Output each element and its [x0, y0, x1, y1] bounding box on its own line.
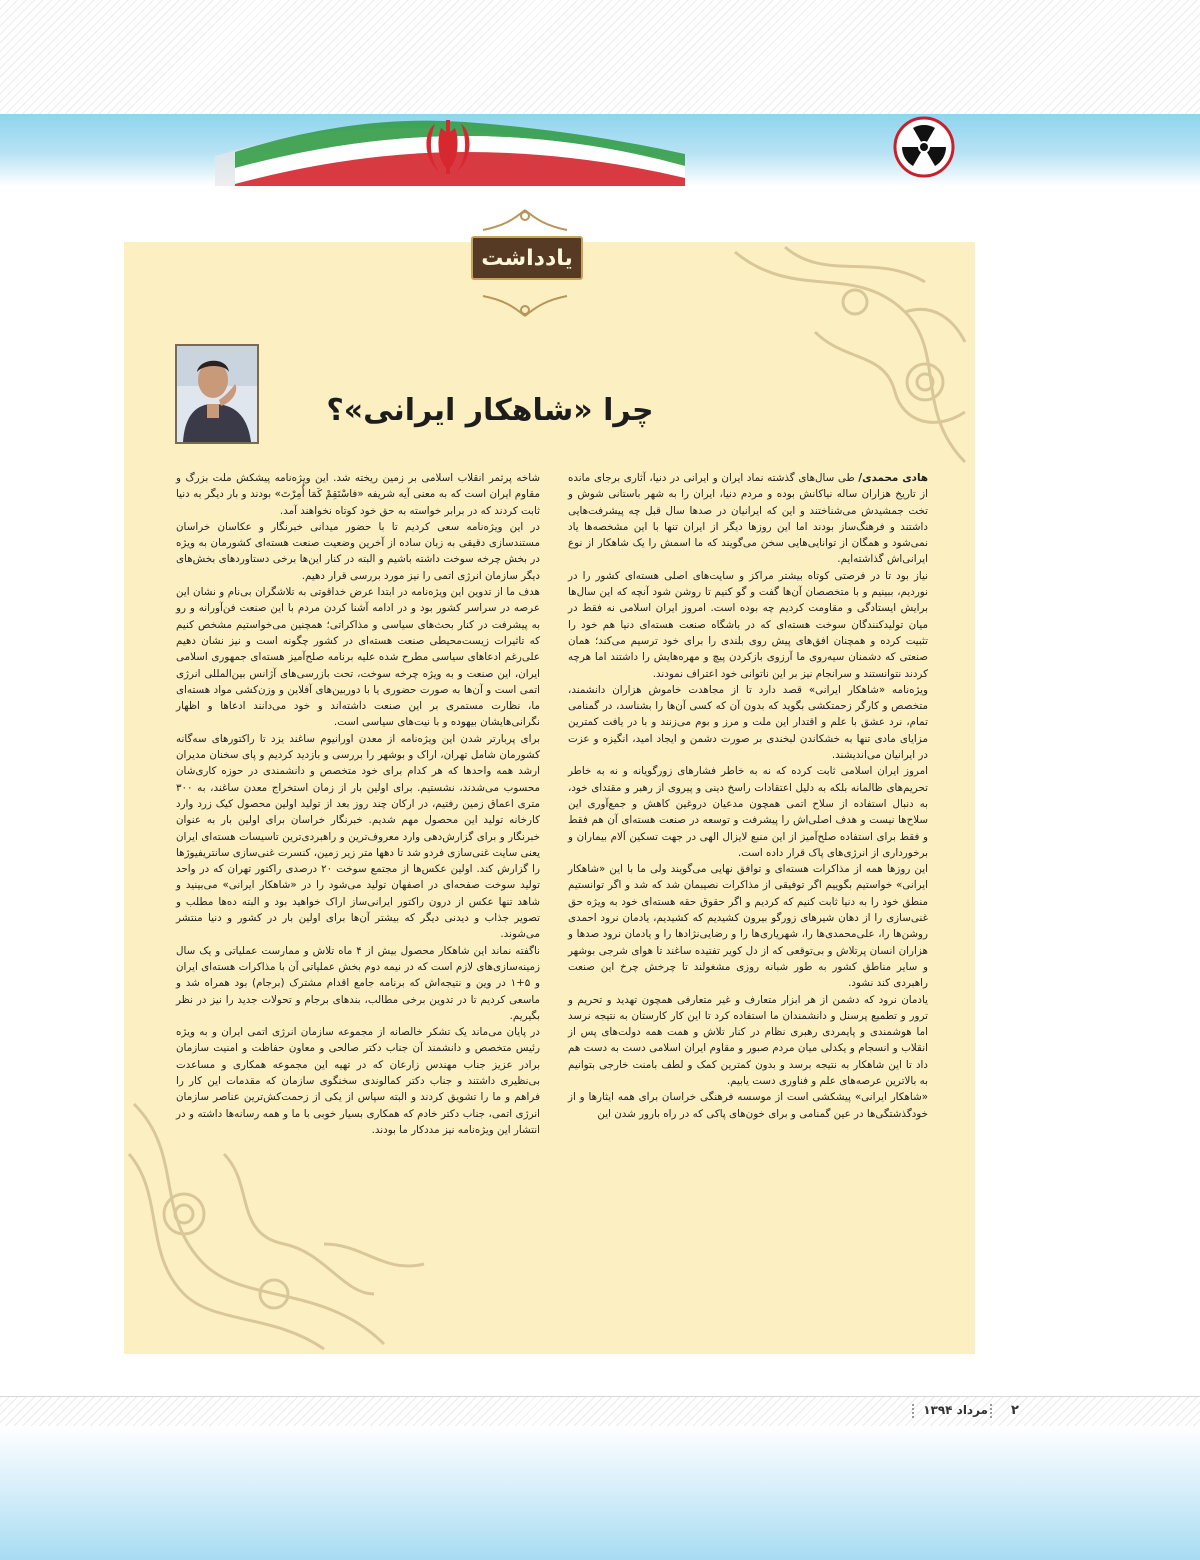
paragraph: امروز ایران اسلامی ثابت کرده که نه به خاطر فشارهای زورگویانه و نه به خاطر تحریم‌های ظالمانه بلکه به دلیل اعتقادات راسخ دینی و پیروی از رهبر و مقتدای خود، به دنبال استفاده از سلاح اتمی همچون مدعیان دروغین کاهش و جمع‌آوری این سلاح‌ها نیست و هدف اصلی‌اش را پیشرفت و توسعه در صنعت هسته‌ای آن هم فقط و فقط برای استفاده صلح‌آمیز از این منبع لایزال الهی در جهت تسکین آلام بیماران و برخورداری از انرژی‌های پاک قرار داده است.: [568, 765, 928, 859]
paragraph: هادی محمدی/ طی سال‌های گذشته نماد ایران و ایرانی در دنیا، آثاری برجای مانده از تاریخ هزاران ساله نیاکانش بوده و مردم دنیا، ایران را به شهر باستانی شوش و تخت جمشیدش می‌شناختند و این که ایرانیان در صدها سال قبل چه پیشرفت‌هایی داشتند و فرهنگ‌ساز بودند اما این روزها دیگر از ایران تنها با این مشخصه‌ها یاد نمی‌شود و همگان از توانایی‌هایی سخن می‌گویند که ما اسمش را یک شاهکار از نوع ایرانی‌اش گذاشته‌ایم.: [568, 472, 928, 566]
paragraph: این روزها همه از مذاکرات هسته‌ای و توافق نهایی می‌گویند ولی ما با این «شاهکار ایرانی» خواستیم بگوییم اگر توفیقی از مذاکرات نصیبمان شد که شد و اگر توانستیم منطق خود را به دنیا ثابت کنیم که کردیم و اگر حقوق حقه هسته‌ای خود به ویژه حق غنی‌سازی را از دهان شیرهای زورگو بیرون کشیدیم که کشیدیم، یادمان نرود احمدی روشن‌ها را، علی‌محمدی‌ها را، شهریاری‌ها را و رضایی‌نژادها را و یادمان نرود صدها و هزاران انسان پرتلاش و بی‌توقعی که از دل کویر تفتیده ساغند تا هوای شرجی بوشهر و سایر مناطق کشور به طور شبانه روزی مشغولند تا چرخش چرخ این صنعت راهبردی کند نشود.: [568, 863, 928, 990]
paragraph: در پایان می‌ماند یک تشکر خالصانه از مجموعه سازمان انرژی اتمی ایران و به ویژه رئیس متخصص و دانشمند آن جناب دکتر صالحی و معاون حفاظت و امنیت سازمان برادر عزیز جناب مهندس زارعان که در تهیه این مجموعه همکاری و مساعدت بی‌نظیری داشتند و جناب دکتر کمالوندی سخنگوی سازمان که مقدمات این کار را فراهم و ما را تشویق کردند و البته سپاس از یکی از زحمت‌کش‌ترین عناصر سازمان انرژی اتمی، جناب دکتر خادم که همکاری بسیار خوبی با ما و همه رسانه‌ها داشته و در انتشار این ویژه‌نامه نیز مددکار ما بودند.: [176, 1026, 540, 1136]
article-column-left: [176, 470, 540, 1138]
section-label: یادداشت: [471, 236, 583, 280]
top-pattern-band: [0, 0, 1200, 114]
page-number: ۲: [1011, 1403, 1019, 1418]
footer-divider: [912, 1404, 918, 1418]
paragraph: یادمان نرود که دشمن از هر ابزار متعارف و غیر متعارفی همچون تهدید و تحریم و ترور و تطمیع پرسنل و دانشمندان ما استفاده کرد تا این کار کارستان به نتیجه نرسد اما هوشمندی و پایمردی رهبری نظام در کنار تلاش و همت همه دولت‌های پس از انقلاب و انسجام و یکدلی میان مردم صبور و مقاوم ایران اسلامی دست به دست هم داد تا این شاهکار به نتیجه برسد و بدون کمترین کمک و لطف بامنت خارجی بتوانیم به بالاترین عرصه‌های علم و فناوری دست یابیم.: [568, 993, 928, 1087]
paragraph: ویژه‌نامه «شاهکار ایرانی» قصد دارد تا از مجاهدت خاموش هزاران دانشمند، متخصص و کارگر زحمتکشی بگوید که بدون آن که کسی آن‌ها را بشناسد، در گمنامی تمام، نرد عشق با علم و اقتدار این ملت و مرز و بوم می‌زنند و با در یافت کمترین مزایای مادی تنها به خشکاندن لبخندی بر صورت دشمن و ایجاد امید، انگیزه و عزت در ایرانیان می‌اندیشند.: [568, 683, 928, 762]
iran-flag-emblem: [215, 114, 685, 186]
article-title: چرا «شاهکار ایرانی»؟: [326, 393, 654, 428]
radiation-icon: [893, 116, 955, 178]
paragraph: شاخه پرثمر انقلاب اسلامی بر زمین ریخته شد. این ویژه‌نامه پیشکش ملت بزرگ و مقاوم ایران است که به معنی آیه شریفه «فاسْتَقِمْ کَمَا أُمِرْتَ» بودند و بار دیگر به دنیا ثابت کردند که در برابر خواسته به حق خود کوتاه نخواهند آمد.: [176, 472, 540, 517]
issue-date: مرداد ۱۳۹۴: [923, 1403, 988, 1417]
paragraph: نیاز بود تا در فرصتی کوتاه بیشتر مراکز و سایت‌های اصلی هسته‌ای کشور را در نوردیم، ببینیم و با متخصصان آن‌ها گفت و گو کنیم تا روشن شود آنچه که این سال‌ها برایش ایستادگی و مقاومت کردیم چه بوده است. امروز ایران اسلامی نه فقط در میان تولیدکنندگان سوخت هسته‌ای که در باشگاه صنعت هسته‌ای دنیا هم خود را تثبیت کرده و همچنان افق‌های پیش روی بلندی را برای خود ترسیم می‌کند؛ همان صنعتی که دشمنان سیه‌روی ما آرزوی بازکردن پیچ و مهره‌هایش را داشتند اما هرچه کردند نتوانستند و سرانجام نیز بر این ناتوانی خود اعتراف نمودند.: [568, 569, 928, 680]
article-column-right: [568, 470, 928, 1122]
author-name: هادی محمدی/: [858, 472, 928, 484]
paragraph: در این ویژه‌نامه سعی کردیم تا با حضور میدانی خبرنگار و عکاسان خراسان مستندسازی دقیقی به زبان ساده از آخرین وضعیت صنعت هسته‌ای کشورمان به ویژه در بخش چرخه سوخت داشته باشیم و البته در کنار این‌ها برخی دستاوردهای بخش‌های دیگر سازمان انرژی اتمی را نیز مورد بررسی قرار دهیم.: [176, 520, 540, 582]
paragraph: هدف ما از تدوین این ویژه‌نامه در ابتدا عرض خداقوتی به تلاشگران بی‌نام و نشان این عرصه در سراسر کشور بود و در ادامه آشنا کردن مردم با این صنعت فن‌آورانه و رو به پیشرفت در کنار بحث‌های سیاسی و مذاکراتی؛ همچنین می‌خواستیم مشخص کنیم که تاثیرات زیست‌محیطی صنعت هسته‌ای در کشور چگونه است و نیز نشان دهیم علی‌رغم ادعاهای سیاسی مطرح شده علیه برنامه صلح‌آمیز هسته‌ای جمهوری اسلامی ایران، این صنعت و به ویژه چرخه سوخت، تحت بازرسی‌های آژانس بین‌المللی انرژی اتمی است و آن‌ها به صورت حضوری یا با دوربین‌های آفلاین و وزن‌کشی مواد هسته‌ای ما، نظارت مستمری بر این صنعت داشته‌اند و خود می‌دانند ادعاها و اظهار نگرانی‌هایشان بیهوده و با نیت‌های سیاسی است.: [176, 586, 540, 729]
author-photo: [175, 344, 259, 444]
paragraph: ناگفته نماند این شاهکار محصول بیش از ۴ ماه تلاش و ممارست عملیاتی و یک سال زمینه‌سازی‌های لازم است که در نیمه دوم بخش عملیاتی آن با مذاکرات هسته‌ای ایران و ۵+۱ در وین و نتیجه‌اش که برنامه جامع اقدام مشترک (برجام) بود همراه شد و ماسعی کردیم تا در تدوین برخی مطالب، بندهای برجام و تحولات جدید را نیز در نظر بگیریم.: [176, 944, 541, 1022]
floral-ornament-top: [675, 242, 975, 472]
paragraph: «شاهکار ایرانی» پیشکشی است از موسسه فرهنگی خراسان برای همه ایثارها و از خودگذشتگی‌ها در عین گمنامی و برای خون‌های پاکی که در راه بارور شدن این: [568, 1091, 928, 1120]
footer-gradient: [0, 1426, 1200, 1560]
header-banner: [0, 114, 1200, 186]
footer-divider: [990, 1404, 996, 1418]
paragraph: برای پربارتر شدن این ویژه‌نامه از معدن اورانیوم ساغند یزد تا راکتورهای سه‌گانه کشورمان شامل تهران، اراک و بوشهر را بررسی و بازدید کردیم و پای سخنان مدیران ارشد همه واحدها که هر کدام برای خود متخصص و دانشمندی در حوزه کاری‌شان محسوب می‌شدند، نشستیم. برای اولین بار از زمان استخراج معدن ساغند، به ۳۰۰ متری اعماق زمین رفتیم، در ارکان چند روز بعد از تولید اولین محصول کیک زرد وارد کارخانه تولید این محصول مهم شدیم. خبرنگار خراسان برای اولین بار به عنوان خبرنگار و برای گزارش‌دهی وارد معروف‌ترین و راهبردی‌ترین تاسیسات هسته‌ای ایران یعنی سایت غنی‌سازی فردو شد تا دهها متر زیر زمین، کنسرت غنی‌سازی سانتریفیوژها را گزارش کند. اولین عکس‌ها از مجتمع سوخت ۲۰ درصدی راکتور تهران که در واحد تولید سوخت صفحه‌ای در اصفهان تولید می‌شود را در «شاهکار ایرانی» می‌بینید و شاهد تنها عکس از درون راکتور ایرانی‌ساز اراک خواهید بود و البته ده‌ها مطلب و تصویر جذاب و دیدنی دیگر که بیشتر آن‌ها برای اولین بار در کشور و دنیا منتشر می‌شوند.: [176, 732, 540, 941]
